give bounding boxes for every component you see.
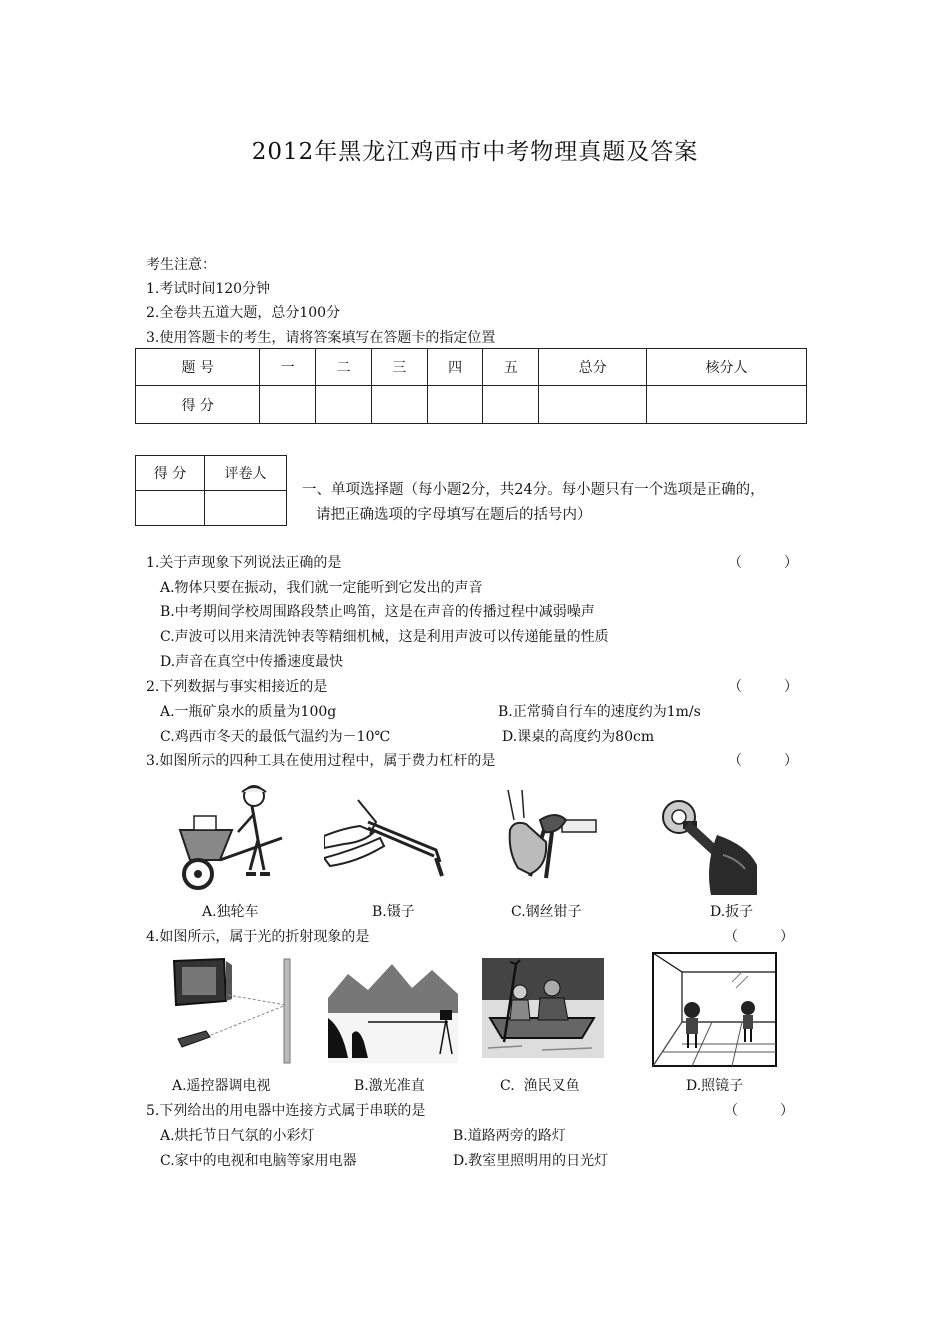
option-d: D.教室里照明用的日光灯 <box>453 1153 609 1169</box>
pliers-figure <box>500 790 600 885</box>
grader-box <box>135 455 287 526</box>
score-cell[interactable] <box>483 386 539 424</box>
score-table <box>135 348 807 424</box>
grader-score-label: 得 分 <box>136 456 205 491</box>
option-a: A.烘托节日气氛的小彩灯 <box>160 1128 315 1144</box>
figure-caption: A.独轮车 <box>202 904 259 920</box>
score-cell[interactable] <box>539 386 647 424</box>
page-title: 2012年黑龙江鸡西市中考物理真题及答案 <box>251 139 699 165</box>
score-table-header: 四 <box>427 349 483 386</box>
remote-tv-figure <box>168 955 298 1065</box>
figure-caption: B.激光准直 <box>354 1078 425 1094</box>
score-table-header: 五 <box>483 349 539 386</box>
figure-caption: D.照镜子 <box>686 1078 744 1094</box>
question-stem: 4.如图所示，属于光的折射现象的是 <box>146 929 370 945</box>
score-table-header: 总分 <box>539 349 647 386</box>
option-c: C.家中的电视和电脑等家用电器 <box>160 1153 357 1169</box>
option-b: B.道路两旁的路灯 <box>453 1128 566 1144</box>
notice-item: 3.使用答题卡的考生，请将答案填写在答题卡的指定位置 <box>146 330 496 346</box>
score-cell[interactable] <box>427 386 483 424</box>
figure-caption: C.钢丝钳子 <box>511 904 582 920</box>
score-cell[interactable] <box>647 386 807 424</box>
grader-score-cell[interactable] <box>136 491 205 526</box>
grader-name-cell[interactable] <box>205 491 287 526</box>
grader-label: 评卷人 <box>205 456 287 491</box>
fishing-figure <box>482 958 604 1058</box>
answer-paren[interactable]: （ ） <box>724 929 794 945</box>
figure-caption: B.镊子 <box>372 904 415 920</box>
notice-item: 1.考试时间120分钟 <box>146 281 271 297</box>
section-heading: 一、单项选择题（每小题2分，共24分。每小题只有一个选项是正确的， <box>302 482 765 498</box>
score-table-header: 题 号 <box>136 349 260 386</box>
tweezers-figure <box>324 792 449 882</box>
answer-paren[interactable]: （ ） <box>728 753 798 769</box>
notice-heading: 考生注意： <box>146 257 216 273</box>
mirror-figure <box>652 952 777 1067</box>
figure-caption: C. 渔民叉鱼 <box>500 1078 580 1094</box>
question-stem: 2.下列数据与事实相接近的是 <box>146 679 328 695</box>
score-cell[interactable] <box>260 386 316 424</box>
question-stem: 5.下列给出的用电器中连接方式属于串联的是 <box>146 1103 426 1119</box>
notice-item: 2.全卷共五道大题，总分100分 <box>146 305 341 321</box>
laser-figure <box>328 958 458 1063</box>
answer-paren[interactable]: （ ） <box>728 679 798 695</box>
question-stem: 1.关于声现象下列说法正确的是 <box>146 555 342 571</box>
score-table-header: 三 <box>371 349 427 386</box>
score-table-header: 一 <box>260 349 316 386</box>
score-cell[interactable] <box>316 386 372 424</box>
score-row-label: 得 分 <box>136 386 260 424</box>
score-cell[interactable] <box>371 386 427 424</box>
score-table-header: 核分人 <box>647 349 807 386</box>
wrench-figure <box>657 795 762 895</box>
score-table-header: 二 <box>316 349 372 386</box>
wheelbarrow-figure <box>172 780 292 895</box>
figure-caption: A.遥控器调电视 <box>172 1078 271 1094</box>
option-d: D.声音在真空中传播速度最快 <box>160 654 344 670</box>
option-a: A.一瓶矿泉水的质量为100g <box>160 704 337 720</box>
option-d: D.课桌的高度约为80cm <box>502 729 655 745</box>
option-c: C.声波可以用来清洗钟表等精细机械，这是利用声波可以传递能量的性质 <box>160 629 609 645</box>
option-c: C.鸡西市冬天的最低气温约为－10℃ <box>160 729 391 745</box>
section-heading-cont: 请把正确选项的字母填写在题后的括号内） <box>316 507 592 523</box>
figure-caption: D.扳子 <box>710 904 754 920</box>
question-stem: 3.如图所示的四种工具在使用过程中，属于费力杠杆的是 <box>146 753 496 769</box>
answer-paren[interactable]: （ ） <box>728 555 798 571</box>
option-b: B.中考期间学校周围路段禁止鸣笛，这是在声音的传播过程中减弱噪声 <box>160 604 595 620</box>
option-a: A.物体只要在振动，我们就一定能听到它发出的声音 <box>160 580 483 596</box>
answer-paren[interactable]: （ ） <box>724 1103 794 1119</box>
option-b: B.正常骑自行车的速度约为1m/s <box>498 704 701 720</box>
